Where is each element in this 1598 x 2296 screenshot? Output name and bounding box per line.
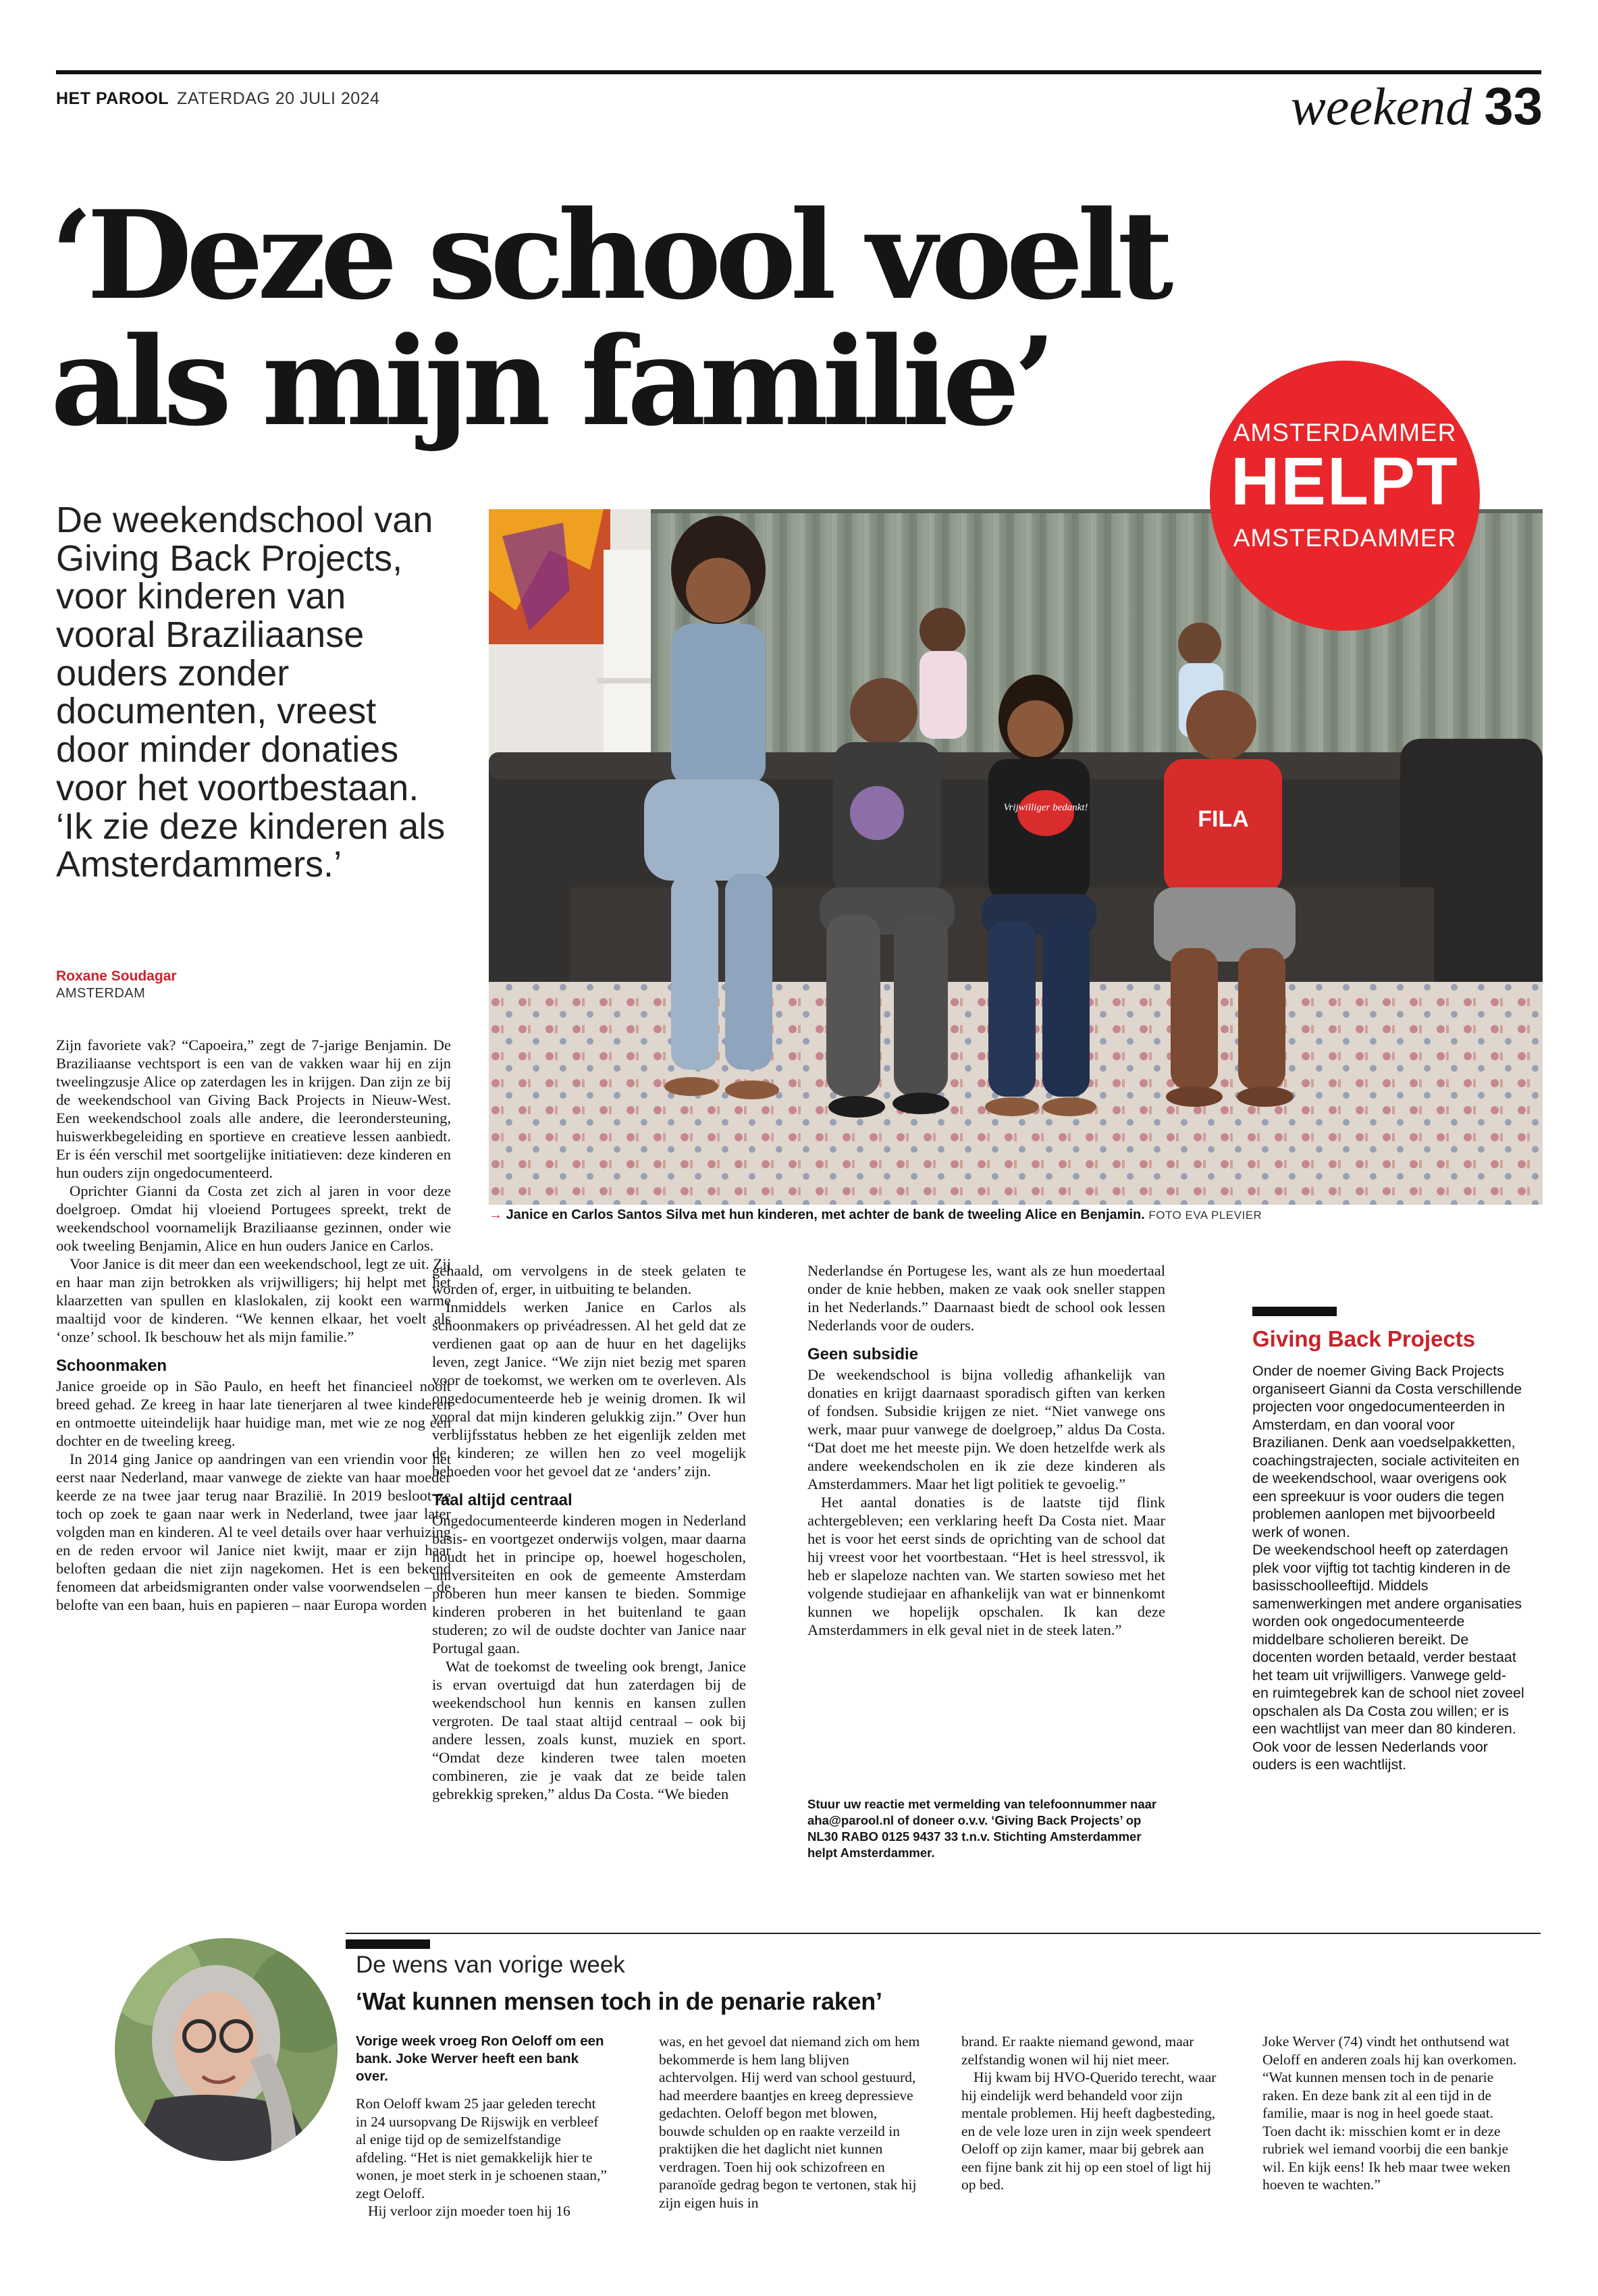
sidebar-rule xyxy=(1252,1307,1337,1316)
paragraph: Oprichter Gianni da Costa zet zich al jaren in voor deze doelgroep. Omdat hij vloeiend Portugees spreekt, trekt de weekendschool voornamelijk Braziliaanse gezinnen, onder wie ook tweeling Benjamin, Alice en hun ouders Janice en Carlos. xyxy=(56,1182,451,1254)
article-column-3 xyxy=(807,1261,1165,1639)
sticker-text: Vrijwilliger bedankt! xyxy=(1003,802,1088,813)
paragraph: Janice groeide op in São Paulo, en heeft het financieel nooit breed gehad. Ze kreeg in haar late tienerjaren al twee kinderen en ontmoette uiteindelijk haar huidige man, met wie ze nog een dochter en de tweeling kreeg. xyxy=(56,1378,451,1449)
photo-caption xyxy=(489,1207,1262,1223)
paragraph: Nederlandse én Portugese les, want als ze hun moedertaal onder de knie hebben, maken ze vaak ook sneller stappen in het Nederlands.” Daarnaast biedt de school ook lessen Nederlands voor de ouders. xyxy=(807,1262,1165,1334)
paragraph: gehaald, om vervolgens in de steek gelaten te worden of, erger, in uitbuiting te belanden. xyxy=(432,1262,746,1297)
section-divider xyxy=(346,1933,1541,1934)
wish-lead: Vorige week vroeg Ron Oeloff om een bank. Joke Werver heeft een bank over. xyxy=(356,2033,604,2084)
paragraph: Het aantal donaties is de laatste tijd flink achtergebleven; een verklaring heeft Da Costa niet. Maar het is voor het eerst sinds de oprichting van de school dat hij vreest voor het voortbestaan. “Het is heel stressvol, ik heb er slapeloze nachten van. We starten sowieso met het volgende studiejaar en afhankelijk van wat er binnenkomt kunnen we hopelijk opschalen. Ik kan deze Amsterdammers in elk geval niet in de steek laten.” xyxy=(807,1494,1165,1638)
photo-credit: FOTO EVA PLEVIER xyxy=(1148,1209,1262,1222)
sidebar-paragraph: Onder de noemer Giving Back Projects organiseert Gianni da Costa verschillende projecten voor ongedocumenteerden in Amsterdam, en dan vooral voor Brazilianen. Denk aan voedselpakketten, coachingstrajecten, sociale activiteiten en de weekendschool, waar overigens ook een spreekuur is voor ouders die tegen problemen aanlopen met bijvoorbeeld werk of wonen. xyxy=(1252,1363,1522,1540)
subheading-taal: Taal altijd centraal xyxy=(432,1491,572,1509)
arrow-right-icon: → xyxy=(489,1207,502,1222)
paragraph: was, en het gevoel dat niemand zich om hem bekommerde is hem lang blijven achtervolgen. Hij werd van school gestuurd, had meerdere baantjes en kreeg depressieve gedachten. Oeloff begon met blowen, bouwde schulden op en raakte verzeild in praktijken die het daglicht niet kunnen verdragen. Toen hij ook schizofreen en paranoïde gedrag begon te vertonen, stak hij zijn eigen huis in xyxy=(659,2033,920,2211)
paragraph: Wat de toekomst de tweeling ook brengt, Janice is ervan overtuigd dat hun zaterdagen bij de weekendschool hun kennis en kansen zullen vergroten. De taal staat altijd centraal – ook bij andere lessen, zoals kunst, muziek en sport. “Omdat deze kinderen twee talen moeten combineren, zie je vaak dat ze beide talen gebrekkig spreken,” aldus Da Costa. “We bieden xyxy=(432,1658,746,1802)
badge-top-text: AMSTERDAMMER xyxy=(1233,419,1457,446)
section-label: weekend xyxy=(1290,77,1472,136)
paragraph: Joke Werver (74) vindt het onthutsend wat Oeloff en anderen zoals hij kan overkomen. “Wat kunnen mensen toch in de penarie raken. En deze bank zit al een tijd in de familie, maar is nog in heel goede staat. Toen dacht ik: misschien komt er in deze rubriek wel iemand voorbij die een bankje wil. En kijk eens! Ik heb maar twee weken hoeven te wachten.” xyxy=(1262,2033,1517,2193)
paragraph: Hij verloor zijn moeder toen hij 16 xyxy=(368,2203,570,2219)
badge-bottom-text: AMSTERDAMMER xyxy=(1233,524,1457,552)
dateline-place: AMSTERDAM xyxy=(56,986,146,1001)
shirt-logo: FILA xyxy=(1198,806,1249,832)
article-column-1 xyxy=(56,1036,451,1614)
campaign-badge xyxy=(1210,361,1480,631)
newspaper-name: HET PAROOL xyxy=(56,89,169,108)
article-column-2 xyxy=(432,1261,746,1803)
paragraph: In 2014 ging Janice op aandringen van een vriendin voor het eerst naar Nederland, maar vanwege de ziekte van haar moeder keerde ze na twee jaar terug naar Brazilië. In 2019 besloot ze toch op zoek te gaan naar werk in Nederland, twee jaar later volgden man en kinderen. Al te veel details over haar verhuizing en de reden ervoor wil Janice niet kwijt, maar er zijn haar beloften gedaan die niet zijn nagekomen. Het is een bekend fenomeen dat arbeidsmigranten onder valse voorwendselen – de belofte van een baan, huis en papieren – naar Europa worden xyxy=(56,1451,451,1613)
paragraph: Voor Janice is dit meer dan een weekendschool, legt ze uit. Zij en haar man zijn betrokken als vrijwilligers; hij helpt met het klaarzetten van spullen en klaslokalen, zij kookt een warme maaltijd voor de kinderen. “We kennen elkaar, het voelt als ‘onze’ school. Ik beschouw het als mijn familie.” xyxy=(56,1255,451,1345)
sidebar-box xyxy=(1252,1307,1526,1774)
paragraph: Ron Oeloff kwam 25 jaar geleden terecht in 24 uursopvang De Rijswijk en verbleef al enige tijd op de semizelfstandige afdeling. “Het is niet gemakkelijk hier te wonen, je moet sterk in je schoenen staan,” zegt Oeloff. xyxy=(356,2095,607,2201)
wish-headline: ‘Wat kunnen mensen toch in de penarie raken’ xyxy=(356,1987,882,2015)
headline-line-1: ‘Deze school voelt xyxy=(51,184,1168,327)
headline xyxy=(51,184,1239,454)
issue-date: ZATERDAG 20 JULI 2024 xyxy=(177,89,380,108)
author-name: Roxane Soudagar xyxy=(56,968,177,984)
wish-column-1 xyxy=(356,2033,610,2220)
sidebar-paragraph: De weekendschool heeft op zaterdagen plek voor vijftig tot tachtig kinderen in de basisschoolleeftijd. Middels samenwerkingen met andere organisaties worden ook ongedocumenteerde middelbare scholieren bereikt. De docenten worden betaald, verder bestaat het team uit vrijwilligers. Vanwege geld- en ruimtegebrek kan de school niet zoveel opschalen als Da Costa zou willen; er is een wachtlijst van meer dan 80 kinderen. Ook voor de lessen Nederlands voor ouders is een wachtlijst. xyxy=(1252,1542,1524,1773)
page-number: 33 xyxy=(1484,76,1543,136)
headline-line-2: als mijn familie’ xyxy=(51,311,1050,454)
wish-rule xyxy=(346,1939,430,1949)
sidebar-title: Giving Back Projects xyxy=(1252,1326,1476,1351)
paragraph: De weekendschool is bijna volledig afhankelijk van donaties en krijgt daarnaast sporadisch giften van kerken of fondsen. Subsidie krijgen ze niet. “Niet vanwege ons werk, maar puur vanwege de doelgroep,” aldus Da Costa. “Dat doet me het meeste pijn. We doen hetzelfde werk als andere weekendscholen en ik zie deze kinderen als Amsterdammers. Maar het ligt politiek te gevoelig.” xyxy=(807,1366,1165,1492)
portrait-photo xyxy=(115,1938,338,2161)
intro-text: De weekendschool van Giving Back Projects, voor kinderen van vooral Braziliaanse ouders zonder documenten, vreest door minder donaties voor het voortbestaan. ‘Ik zie deze kinderen als Amsterdammers.’ xyxy=(56,500,446,885)
reply-instructions: Stuur uw reactie met vermelding van telefoonnummer naar aha@parool.nl of doneer o.v.v. ‘Giving Back Projects’ op NL30 RABO 0125 9437 33 t.n.v. Stichting Amsterdammer helpt Amsterdammer. xyxy=(807,1797,1157,1860)
wish-section-title: De wens van vorige week xyxy=(356,1952,625,1978)
badge-main-text: HELPT xyxy=(1231,444,1459,519)
paragraph: Zijn favoriete vak? “Capoeira,” zegt de 7-jarige Benjamin. De Braziliaanse vechtsport is een van de vakken waar hij en zijn tweelingzusje Alice op zaterdagen les in krijgen. Dan zijn ze bij de weekendschool van Giving Back Projects in Nieuw-West. Een weekendschool zoals alle andere, die leerondersteuning, huiswerkbegeleiding en sportieve en creatieve lessen aanbiedt. Er is één verschil met soortgelijke initiatieven: deze kinderen en hun ouders zijn ongedocumenteerd. xyxy=(56,1037,451,1181)
wish-column-4 xyxy=(1262,2033,1524,2194)
top-rule xyxy=(56,70,1541,74)
paragraph: Inmiddels werken Janice en Carlos als schoonmakers op privéadressen. Al het geld dat ze verdienen gaat op aan de huur en het dagelijks leven, zegt Janice. “We zijn niet bezig met sparen voor de toekomst, we werken om te overleven. Als ongedocumenteerde heb je weinig dromen. Ik wil vooral dat mijn kinderen gelukkig zijn.” Over hun verblijfsstatus hebben ze het eigenlijk zelden met de kinderen; ze willen hen zo veel mogelijk behoeden voor het gevoel dat ze ‘anders’ zijn. xyxy=(432,1299,746,1480)
paragraph: Ongedocumenteerde kinderen mogen in Nederland basis- en voortgezet onderwijs volgen, maar daarna houdt het in principe op, hoewel hogescholen, universiteiten en ook de gemeente Amsterdam proberen hun meer kansen te bieden. Sommige kinderen proberen in het buitenland te gaan studeren; zo wil de oudste dochter van Janice naar Portugal gaan. xyxy=(432,1512,746,1656)
section-header xyxy=(1290,76,1543,136)
wish-column-3 xyxy=(961,2033,1223,2194)
wish-column-2 xyxy=(659,2033,921,2212)
masthead xyxy=(56,89,379,109)
paragraph: brand. Er raakte niemand gewond, maar zelfstandig wonen wil hij niet meer. xyxy=(961,2033,1194,2068)
caption-text: Janice en Carlos Santos Silva met hun kinderen, met achter de bank de tweeling Alice en Benjamin. xyxy=(506,1207,1145,1222)
subheading-schoonmaken: Schoonmaken xyxy=(56,1357,167,1375)
paragraph: Hij kwam bij HVO-Querido terecht, waar hij eindelijk werd behandeld voor zijn mentale problemen. Hij heeft dagbesteding, en de vele loze uren in zijn week spendeert Oeloff op zijn kamer, maar bij gebrek aan een fijne bank zit hij op een stoel of ligt hij op bed. xyxy=(961,2069,1217,2193)
subheading-subsidie: Geen subsidie xyxy=(807,1345,919,1363)
